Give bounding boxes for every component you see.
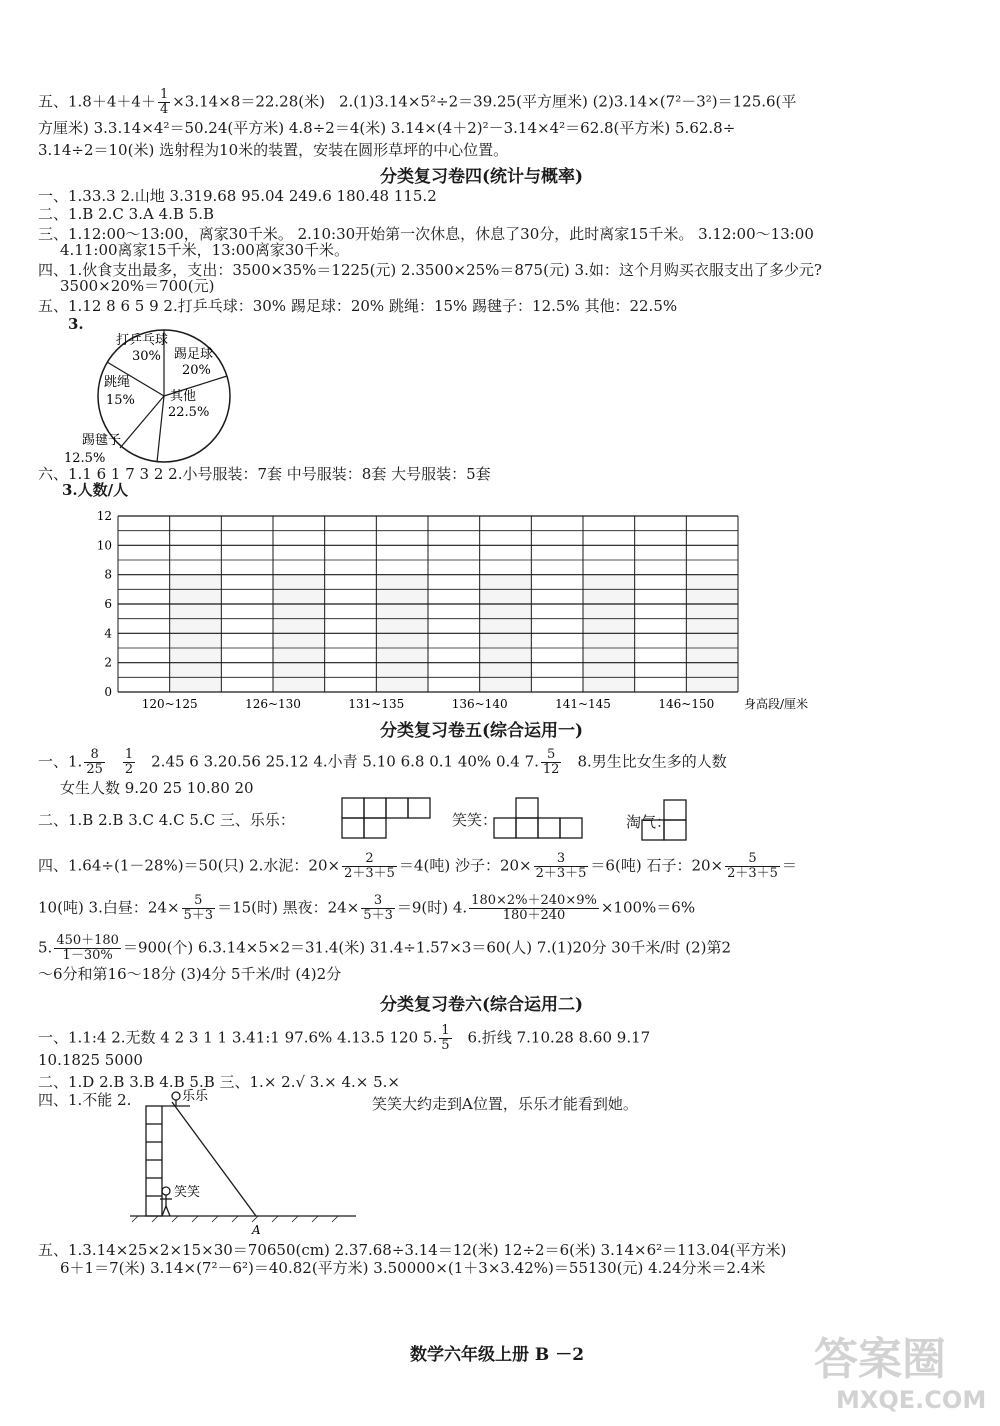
answer-line: 10(吨) 3.白昼：24× $\frac{5}{5+3}$ ＝15(时) 黑夜：24× $\frac{3}{5+3}$ ＝9(时) 4. $\frac{180\times 2\%+240\times 9\%}{180+240}$ ×100%＝6% [38, 893, 696, 923]
fraction: $\frac{5}{2+3+5}$ [727, 851, 778, 881]
bar [686, 575, 738, 692]
view-figure-taoqi [640, 798, 690, 842]
answer-line: 方厘米) 3.3.14×4²＝50.24(平方米) 4.8÷2＝4(米) 3.14×(4＋2)²－3.14×4²＝62.8(平方米) 5.62.8÷ [38, 119, 736, 137]
answer-line: 一、1. $\frac{8}{25}$ $\frac{1}{2}$ 2.45 6 3.20.56 25.12 4.小青 5.10 6.8 0.1 40% 0.4 7. $\frac{5}{12}$ 8.男生比女生多的人数 [38, 747, 727, 777]
pie-label: 20% [182, 363, 211, 378]
sight-line-figure [128, 1088, 368, 1238]
x-tick-label: 141~145 [555, 697, 611, 711]
answer-line: 四、1.不能 2. [38, 1091, 132, 1109]
fraction: $\frac{5}{5+3}$ [183, 893, 214, 923]
answer-label: 笑笑： [452, 811, 498, 829]
y-tick-label: 12 [96, 509, 112, 523]
y-tick-label: 2 [104, 655, 112, 670]
answer-label: 淘气： [626, 813, 672, 831]
fraction: $\frac{8}{25}$ [86, 747, 103, 777]
answer-line: 女生人数 9.20 25 10.80 20 [60, 779, 254, 797]
bar-chart [90, 490, 809, 711]
answer-line: 四、1.伙食支出最多，支出：3500×35%＝1225(元) 2.3500×25%＝875(元) 3.如：这个月购买衣服支出了多少元? [38, 261, 822, 279]
y-tick-label: 10 [96, 538, 112, 553]
fraction: $\frac{1}{5}$ [441, 1023, 450, 1053]
pie-chart [62, 318, 282, 488]
watermark-text: 答案圈 [814, 1334, 946, 1385]
fraction: $\frac{3}{5+3}$ [363, 893, 393, 923]
answer-line: 4.11:00离家15千米，13:00离家30千米。 [60, 241, 349, 259]
answer-line: 五、1.8＋4＋4＋ $\frac{1}{4}$ ×3.14×8＝22.28(米) 2.(1)3.14×5²÷2＝39.25(平方厘米) (2)3.14×(7²－3²)＝125.6(平 [38, 87, 797, 117]
answer-line: 6＋1＝7(米) 3.14×(7²－6²)＝40.82(平方米) 3.50000×(1＋3×3.42%)＝55130(元) 4.24分米＝2.4米 [60, 1259, 766, 1277]
bar [480, 575, 532, 692]
bar [376, 575, 428, 692]
answer-line: 5. $\frac{450+180}{1-30\%}$ ＝900(个) 6.3.14×5×2＝31.4(米) 31.4÷1.57×3＝60(人) 7.(1)20分 30千米/时 (2)第2 [38, 933, 732, 963]
fraction: $\frac{2}{2+3+5}$ [344, 851, 395, 881]
figure-label-a: A [252, 1223, 261, 1237]
fraction: $\frac{1}{2}$ [124, 747, 134, 777]
bar [170, 575, 222, 692]
question-number: 3.人数/人 [62, 481, 129, 499]
answer-line: 10.1825 5000 [38, 1051, 143, 1069]
question-number: 3. [68, 315, 84, 333]
pie-label: 15% [106, 393, 135, 408]
fraction: $\frac{3}{2+3+5}$ [535, 851, 587, 881]
answer-line: 笑笑大约走到A位置，乐乐才能看到她。 [372, 1095, 638, 1113]
pie-label: 30% [132, 349, 161, 364]
page-footer: 数学六年级上册 B －2 [410, 1345, 585, 1365]
answer-line: 3.14÷2＝10(米) 选射程为10米的装置，安装在圆形草坪的中心位置。 [38, 141, 509, 159]
answer-line: 五、1.3.14×25×2×15×30＝70650(cm) 2.37.68÷3.14＝12(米) 12÷2＝6(米) 3.14×6²＝113.04(平方米) [38, 1241, 787, 1259]
answer-line: 3500×20%＝700(元) [60, 277, 215, 295]
figure-label-xiaoxiao: 笑笑 [174, 1185, 201, 1200]
bar [583, 575, 635, 692]
answer-line: ～6分和第16～18分 (3)4分 5千米/时 (4)2分 [38, 965, 342, 983]
x-tick-label: 126~130 [245, 697, 301, 711]
pie-label: 打乒乓球 [116, 333, 169, 348]
watermark-logo [796, 1322, 986, 1418]
answer-line: 三、1.12:00～13:00，离家30千米。 2.10:30开始第一次休息，休息了30分，此时离家15千米。 3.12:00～13:00 [38, 225, 814, 243]
x-tick-label: 131~135 [348, 697, 405, 711]
y-tick-label: 0 [104, 685, 112, 699]
section-title: 分类复习卷六(综合运用二) [380, 995, 584, 1015]
y-tick-label: 4 [104, 626, 112, 641]
figure-label-lele: 乐乐 [182, 1089, 209, 1104]
answer-line: 五、1.12 8 6 5 9 2.打乒乓球：30% 踢足球：20% 跳绳：15% 踢毽子：12.5% 其他：22.5% [38, 297, 678, 315]
fraction: $\frac{180\times 2\%+240\times 9\%}{180+240}$ [471, 893, 597, 923]
x-axis-label: 身高段/厘米 [744, 697, 809, 711]
answer-line: 二、1.B 2.B 3.C 4.C 5.C 三、乐乐： [38, 811, 295, 829]
pie-label: 22.5% [168, 405, 210, 420]
fraction: $\frac{5}{12}$ [542, 747, 560, 777]
answer-line: 二、1.B 2.C 3.A 4.B 5.B [38, 205, 215, 223]
bar [273, 575, 325, 692]
answer-line: 六、1.1 6 1 7 3 2 2.小号服装：7套 中号服装：8套 大号服装：5套 [38, 465, 491, 483]
section-title: 分类复习卷五(综合运用一) [380, 721, 584, 741]
pie-label: 踢足球 [174, 347, 214, 362]
watermark-url: MXQE.COM [836, 1386, 987, 1414]
answer-line: 一、1.33.3 2.山地 3.319.68 95.04 249.6 180.48 115.2 [38, 187, 437, 205]
pie-label: 跳绳 [104, 375, 131, 390]
view-figure-lele [340, 796, 432, 840]
fraction: $\frac{450+180}{1-30\%}$ [56, 933, 119, 963]
pie-label: 踢毽子 [82, 433, 122, 448]
x-tick-label: 120~125 [141, 697, 198, 711]
x-tick-label: 146~150 [658, 697, 715, 711]
answer-line: 二、1.D 2.B 3.B 4.B 5.B 三、1.× 2.√ 3.× 4.× 5.× [38, 1073, 400, 1091]
view-figure-xiaoxiao [492, 796, 584, 840]
pie-label: 12.5% [64, 451, 106, 466]
y-tick-label: 8 [104, 567, 112, 582]
answer-line: 四、1.64÷(1－28%)＝50(只) 2.水泥：20× $\frac{2}{2+3+5}$ ＝4(吨) 沙子：20× $\frac{3}{2+3+5}$ ＝6(吨) 石子：20× $\frac{5}{2+3+5}$ ＝ [38, 851, 797, 881]
fraction: $\frac{1}{4}$ [159, 87, 169, 117]
y-tick-label: 6 [104, 597, 112, 611]
answer-line: 一、1.1:4 2.无数 4 2 3 1 1 3.41:1 97.6% 4.13.5 120 5. $\frac{1}{5}$ 6.折线 7.10.28 8.60 9.17 [38, 1023, 651, 1053]
section-title: 分类复习卷四(统计与概率) [380, 167, 584, 187]
x-tick-label: 136~140 [451, 697, 508, 711]
pie-label: 其他 [170, 389, 197, 404]
